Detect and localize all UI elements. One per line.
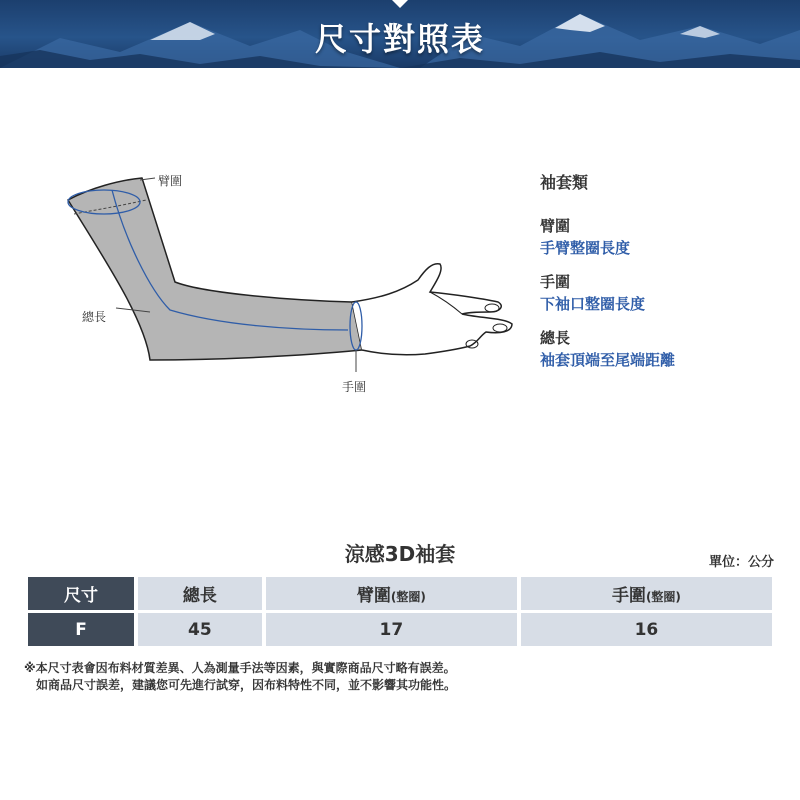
header-size [28, 577, 134, 610]
legend-term: 手圍 [540, 273, 571, 291]
header-label: 臂圍 [356, 586, 391, 606]
note-line: ※本尺寸表會因布料材質差異、人為測量手法等因素，與實際商品尺寸略有誤差。 [24, 661, 456, 675]
diagram-label-wrist: 手圍 [342, 380, 367, 394]
header-label: 手圍 [611, 586, 646, 606]
size-table [24, 574, 776, 649]
sleeve-shape [68, 178, 362, 360]
cell-length: 45 [138, 613, 262, 646]
header-sublabel: (整圈) [645, 590, 681, 604]
cell-wrist: 16 [521, 613, 772, 646]
diagram-label-arm: 臂圍 [158, 174, 183, 188]
table-row [28, 613, 772, 646]
measurement-legend [540, 170, 780, 383]
header-wrist [521, 577, 772, 610]
legend-category: 袖套類 [540, 173, 589, 192]
note-line: 如商品尺寸誤差，建議您可先進行試穿，因布料特性不同，並不影響其功能性。 [36, 678, 457, 692]
page-title: 尺寸對照表 [314, 20, 485, 58]
legend-desc: 下袖口整圈長度 [540, 295, 646, 313]
arm-sleeve-diagram [0, 150, 520, 410]
header-banner [0, 0, 800, 68]
header-arm [266, 577, 517, 610]
legend-term: 總長 [540, 329, 571, 347]
unit-label: 單位：公分 [708, 555, 774, 570]
legend-desc: 手臂整圈長度 [540, 239, 631, 257]
diagram-label-length: 總長 [82, 310, 107, 324]
header-sublabel: (整圈) [390, 590, 426, 604]
disclaimer-notes [24, 660, 456, 694]
header-label: 尺寸 [64, 586, 98, 606]
header-length [138, 577, 262, 610]
cell-arm: 17 [266, 613, 517, 646]
cell-size: F [28, 613, 134, 646]
legend-term: 臂圍 [540, 217, 571, 235]
banner-notch [392, 0, 408, 8]
table-header-row [28, 577, 772, 610]
header-label: 總長 [182, 586, 217, 606]
legend-desc: 袖套頂端至尾端距離 [540, 351, 676, 369]
product-title: 涼感3D袖套 [344, 542, 456, 566]
hand-outline [352, 264, 512, 355]
